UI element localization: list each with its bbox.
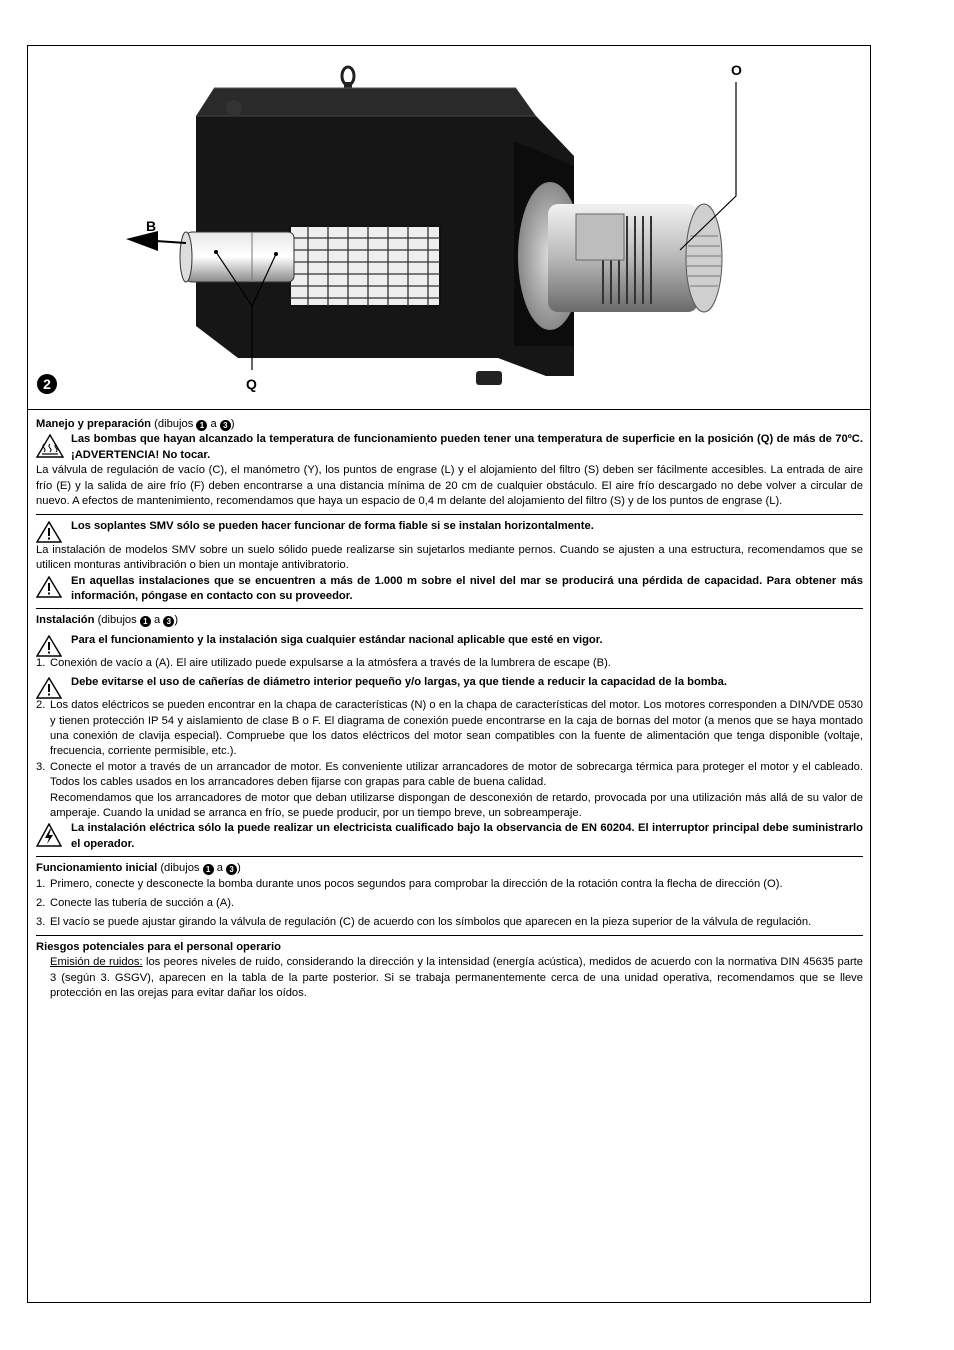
hot-surface-warning <box>36 432 863 463</box>
callout-o: O <box>731 62 742 78</box>
list-text: Los datos eléctricos se pueden encontrar en la chapa de características (N) o en la chapa de características del motor. Los motores corresponden a DIN/VDE 0530 y tienen protección IP 54 y aislamiento de clase B o F. El diagrama de conexión puede encontrarse en la caja de bornas del motor (a menos que se haya montado una conexión de clavija especial). Compruebe que los datos eléctricos del motor sean compatibles con la fuente de alimentación que tenga disponible (voltaje, frecuencia, corriente permisible, etc.). <box>50 699 863 758</box>
warning-icon <box>36 521 62 543</box>
warning-text: Debe evitarse el uso de cañerías de diámetro interior pequeño y/o largas, ya que tiende a reducir la capacidad de la bomba. <box>71 675 727 688</box>
warning-text: Para el funcionamiento y la instalación siga cualquier estándar nacional aplicable que esté en vigor. <box>71 633 603 646</box>
list-item <box>36 698 863 760</box>
noise-label: Emisión de ruidos: <box>50 956 143 969</box>
section-funcionamiento <box>36 861 863 931</box>
list-text: Primero, conecte y desconecte la bomba durante unos pocos segundos para comprobar la dirección de la rotación contra la flecha de dirección (O). <box>50 877 783 890</box>
section-manejo <box>36 417 863 604</box>
page-frame <box>27 45 871 1303</box>
list-number: 2. <box>36 896 46 909</box>
list-text: El vacío se puede ajustar girando la válvula de regulación (C) de acuerdo con los símbolos que aparecen en la pieza superior de la válvula de regulación. <box>50 916 812 929</box>
warning-icon <box>36 677 62 699</box>
section-title: Instalación <box>36 614 95 627</box>
warning-icon <box>36 576 62 598</box>
section-title: Funcionamiento inicial <box>36 862 158 875</box>
warning-text: La instalación eléctrica sólo la puede realizar un electricista cualificado bajo la observancia de EN 60204. El interruptor principal debe suministrarlo el operador. <box>71 822 863 850</box>
document-body <box>36 417 863 1001</box>
drawing-ref-1: 1 <box>196 420 207 431</box>
drawing-ref-3: 3 <box>220 420 231 431</box>
hot-surface-icon <box>36 434 64 458</box>
list-text: Conecte las tubería de succión a (A). <box>50 896 235 909</box>
ref-text: (dibujos <box>160 862 200 875</box>
list-number: 1. <box>36 657 46 670</box>
list-item <box>36 915 863 930</box>
standards-warning <box>36 633 863 648</box>
paragraph: La válvula de regulación de vacío (C), el manómetro (Y), los puntos de engrase (L) y el alojamiento del filtro (S) deben ser fácilmente accesibles. La entrada de aire frío (E) y la salida de aire frío (F) deben encontrarse a una distancia mínima de 20 cm de cualquier obstáculo. El aire frío descargado no debe volver a circular de nuevo. A efectos de mantenimiento, recomendamos que haya un espacio de 0,4 m delante del alojamiento del filtro (S) y de los puntos de engrase (L). <box>36 464 863 508</box>
pipe-warning <box>36 675 863 690</box>
section-divider <box>36 935 863 936</box>
paragraph <box>36 955 863 1001</box>
list-number: 3. <box>36 760 46 773</box>
divider <box>36 514 863 515</box>
ref-text: ) <box>174 614 179 627</box>
electric-hazard-icon <box>36 823 62 847</box>
drawing-ref-3: 3 <box>226 864 237 875</box>
ref-text: (dibujos <box>154 418 194 430</box>
drawing-ref-1: 1 <box>140 616 151 627</box>
altitude-warning <box>36 574 863 605</box>
ref-text: a <box>210 418 217 430</box>
electrical-warning <box>36 821 863 852</box>
list-number: 2. <box>36 699 46 712</box>
paragraph: La instalación de modelos SMV sobre un suelo sólido puede realizarse sin sujetarlos mediante pernos. Cuando se ajusten a una estructura, recomendamos que se utilicen monturas antivibración o bien un montaje antivibratorio. <box>36 543 863 572</box>
drawing-ref-3: 3 <box>163 616 174 627</box>
warning-text: Las bombas que hayan alcanzado la temperatura de funcionamiento pueden tener una temperatura de superficie en la posición (Q) de más de 70ºC. ¡ADVERTENCIA! No tocar. <box>71 433 863 461</box>
warning-icon <box>36 635 62 657</box>
list-number: 3. <box>36 916 46 929</box>
list-item <box>36 896 863 911</box>
ref-text: ) <box>237 862 241 875</box>
warning-text: Los soplantes SMV sólo se pueden hacer funcionar de forma fiable si se instalan horizontalmente. <box>71 520 594 533</box>
list-number: 1. <box>36 877 46 890</box>
list-item <box>36 656 863 671</box>
list-item <box>36 760 863 822</box>
drawing-ref-1: 1 <box>203 864 214 875</box>
list-item <box>36 877 863 892</box>
list-text: Conexión de vacío a (A). El aire utilizado puede expulsarse a la atmósfera a través de la lumbrera de escape (B). <box>50 657 611 670</box>
ref-text: (dibujos <box>97 614 137 627</box>
callout-b: B <box>146 218 157 234</box>
ref-text: a <box>153 614 161 627</box>
warning-text: En aquellas instalaciones que se encuentren a más de 1.000 m sobre el nivel del mar se producirá una pérdida de capacidad. Para obtener más información, póngase en contacto con su proveedor. <box>71 574 863 603</box>
noise-text: los peores niveles de ruido, considerando la dirección y la intensidad (energía acústica), medidos de acuerdo con la normativa DIN 45635 parte 3 (según 3. GSGV), aparecen en la tabla de la parte posterior. Si se trabaja permanentemente cerca de una unidad operativa, recomendamos que se lleve protección en las orejas para evitar dañar los oídos. <box>50 956 863 999</box>
horizontal-install-warning <box>36 519 863 534</box>
list-text: Conecte el motor a través de un arrancador de motor. Es conveniente utilizar arrancadores de motor de sobrecarga térmica para proteger el motor y el cableado. Todos los cables usados en los arrancadores deben fijarse con grapas para cable de buena calidad. <box>50 760 863 789</box>
section-riesgos <box>36 940 863 1002</box>
section-divider <box>36 608 863 609</box>
section-divider <box>36 856 863 857</box>
section-instalacion <box>36 613 863 852</box>
callout-q: Q <box>246 376 257 392</box>
figure-number: 2 <box>37 374 57 394</box>
figure-2 <box>28 46 870 410</box>
ref-text: a <box>216 862 223 875</box>
section-title: Riesgos potenciales para el personal operario <box>36 940 281 953</box>
ref-text: ) <box>230 418 235 430</box>
section-title: Manejo y preparación <box>36 418 152 430</box>
list-text: Recomendamos que los arrancadores de motor que deban utilizarse dispongan de desconexión de retardo, provocada por una utilización más allá de su valor de amperaje. Cuando la unidad se arranca en frío, se puede producir, por un tiempo breve, un sobreamperaje. <box>50 791 863 819</box>
